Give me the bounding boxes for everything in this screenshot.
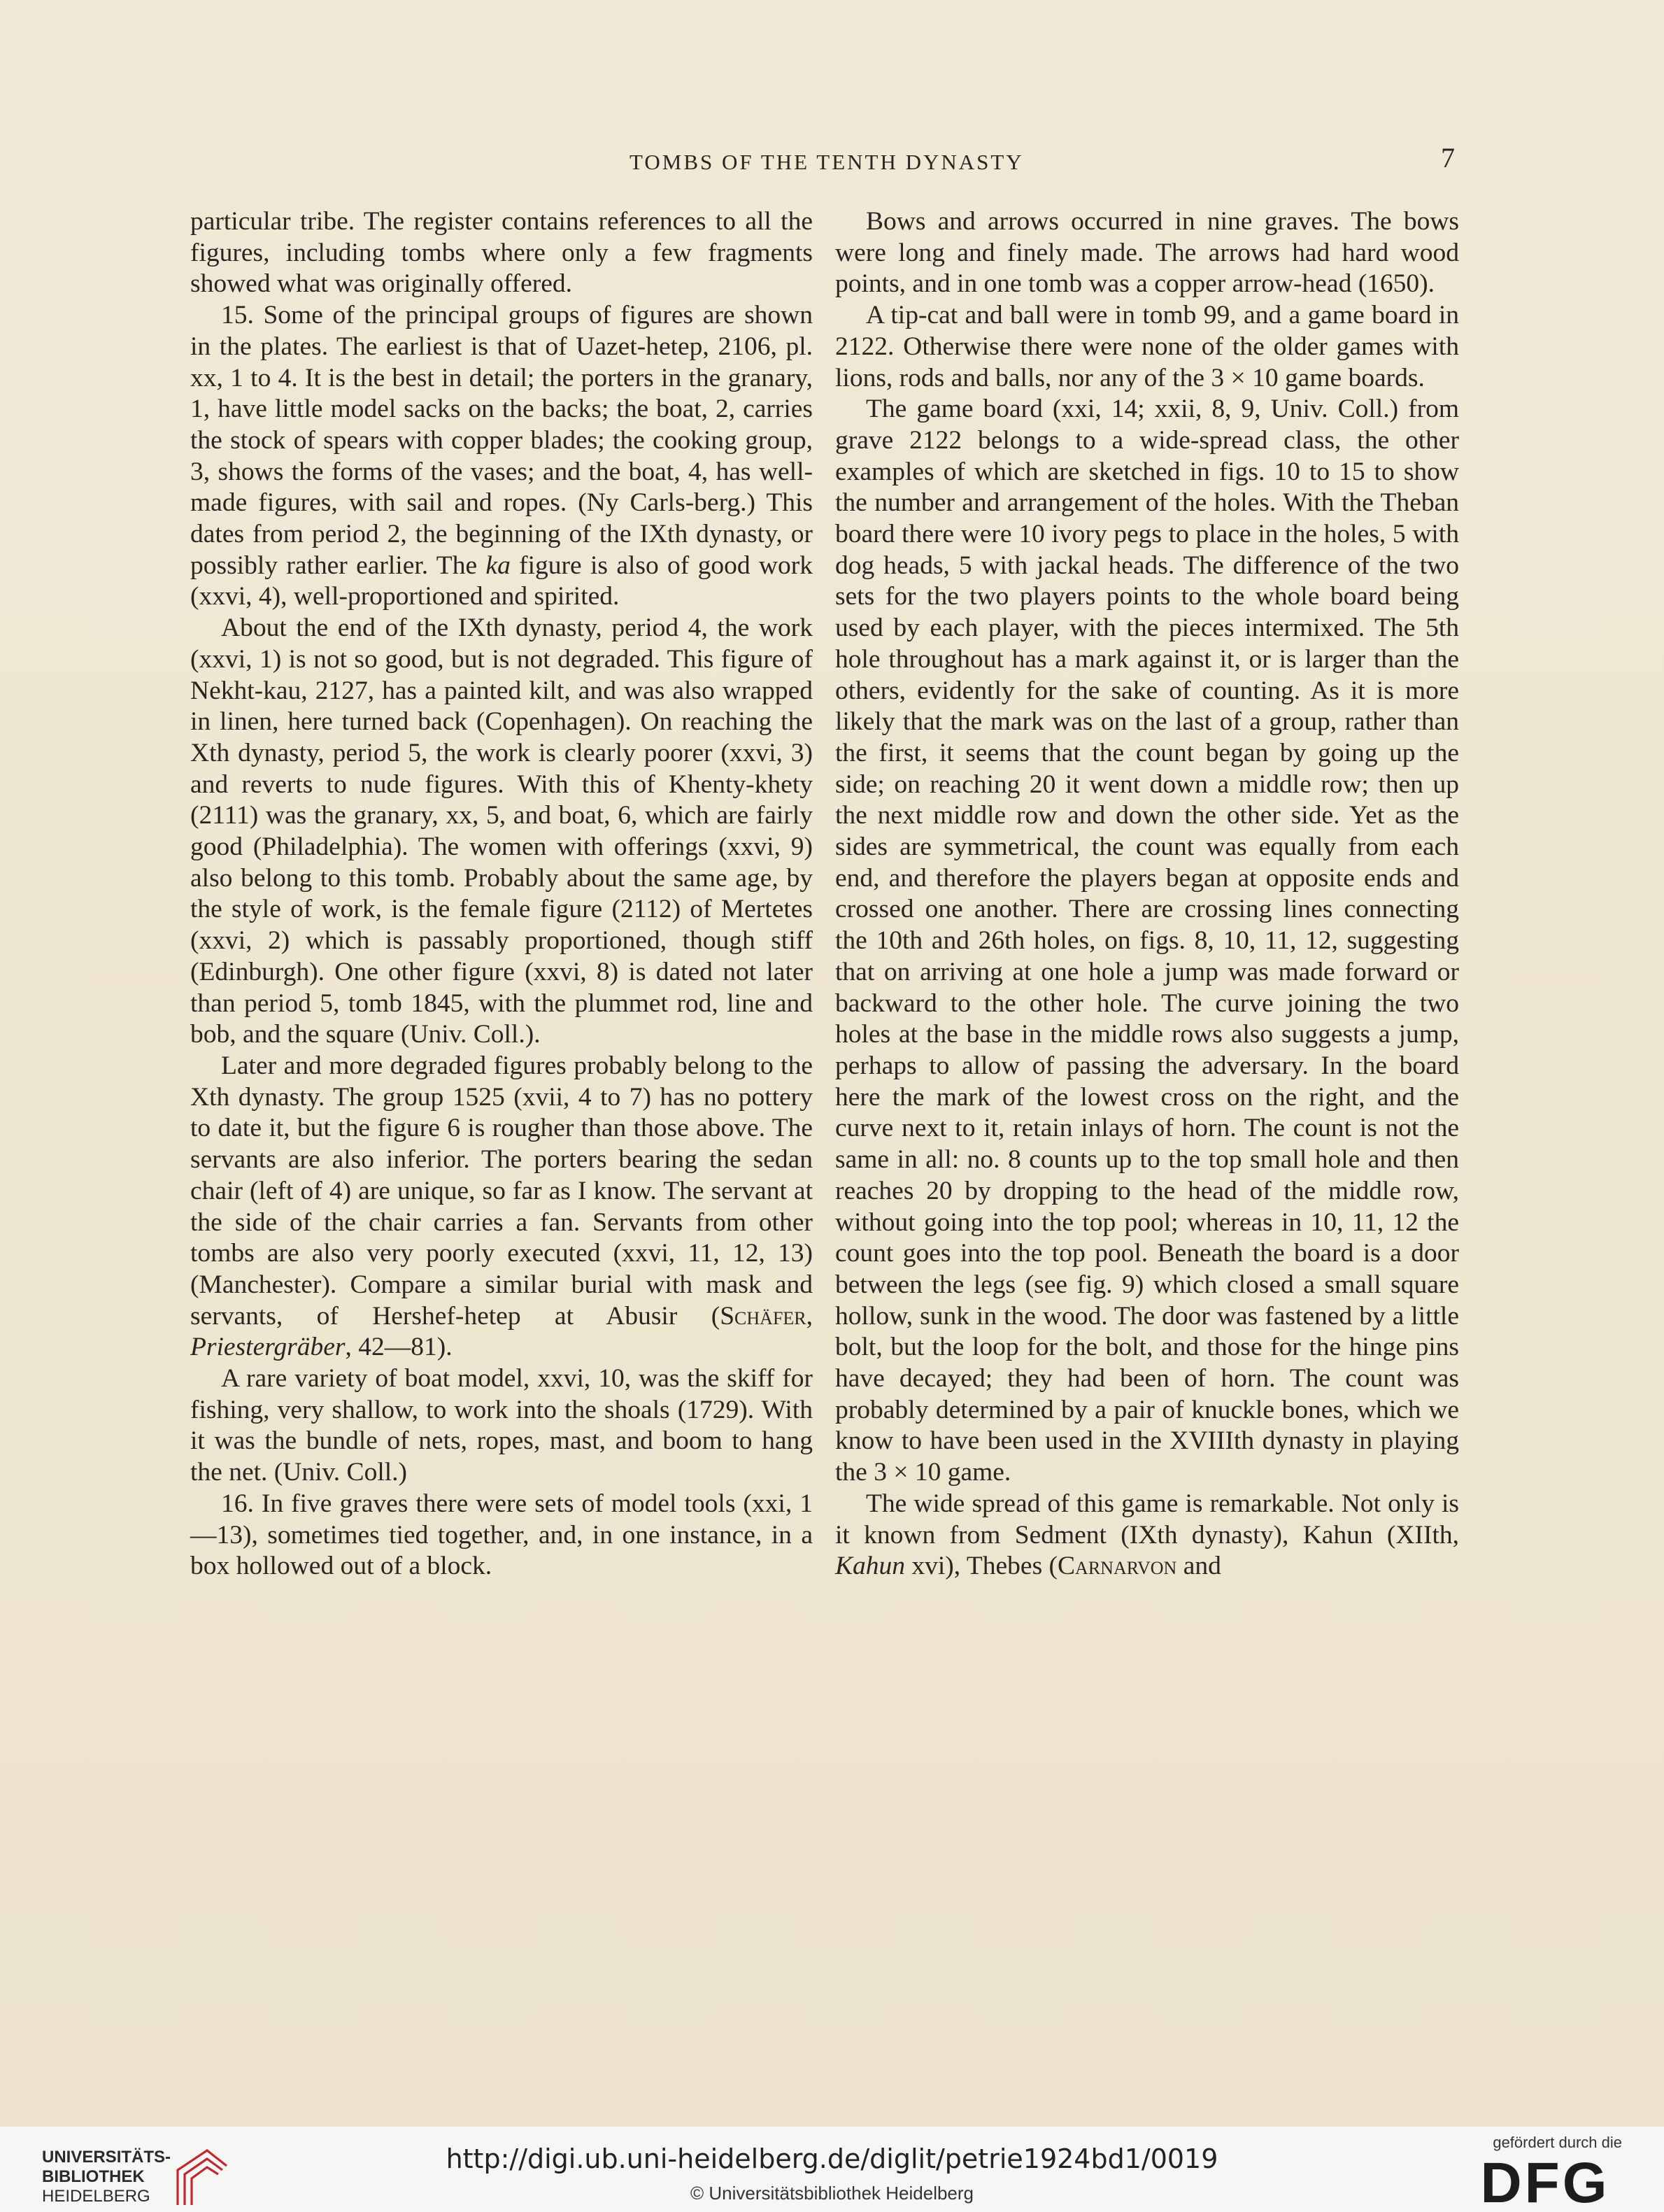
left-column-paragraph (190, 1489, 813, 1582)
text-run: Bows and arrows occurred in nine graves. The bows were long and finely made. The arrows had hard wood points, and in one tomb was a copper arrow-head (1650). (835, 207, 1459, 299)
funding-label: gefördert durch die (1493, 2134, 1622, 2151)
text-run: A rare variety of boat model, xxvi, 10, was the skiff for fishing, very shallow, to work into the shoals (1729). With it was the bundle of nets, ropes, mast, and boom to hang the net. (Univ. Coll.) (190, 1364, 813, 1487)
text-run: The wide spread of this game is remarkable. Not only is it known from Sedment (IXth dynasty), Kahun (XIIth, (835, 1489, 1459, 1550)
text-run: About the end of the IXth dynasty, period 4, the work (xxvi, 1) is not so good, but is not degraded. This figure of Nekht-kau, 2127, has a painted kilt, and was also wrapped in linen, here turned back (Copenhagen). On reaching the Xth dynasty, period 5, the work is clearly poorer (xxvi, 3) and reverts to nude figures. With this of Khenty-khety (2111) was the granary, xx, 5, and boat, 6, which are fairly good (Philadelphia). The women with offerings (xxvi, 9) also belong to this tomb. Probably about the same age, by the style of work, is the female figure (2112) of Mertetes (xxvi, 2) which is passably proportioned, though stiff (Edinburgh). One other figure (xxvi, 8) is dated not later than period 5, tomb 1845, with the plummet rod, line and bob, and the square (Univ. Coll.). (190, 614, 813, 1049)
library-name: UNIVERSITÄTS- BIBLIOTHEK HEIDELBERG (42, 2148, 171, 2206)
text-run: Later and more degraded figures probably belong to the Xth dynasty. The group 1525 (xvii, 4 to 7) has no pottery to date it, but the figure 6 is rougher than those above. The servants are also inferior. The porters bearing the sedan chair (left of 4) are unique, so far as I know. The servant at the side of the chair carries a fan. Servants from other tombs are also very poorly executed (xxvi, 11, 12, 13) (Manchester). Compare a similar burial with mask and servants, of Hershef-hetep at Abusir ( (190, 1051, 813, 1331)
text-run: Priestergräber (190, 1333, 346, 1362)
left-column-paragraph (190, 613, 813, 1051)
page-number: 7 (1441, 142, 1455, 173)
dfg-logo[interactable] (1461, 2153, 1629, 2209)
text-run: 15. Some of the principal groups of figures are shown in the plates. The earliest is that of Uazet-hetep, 2106, pl. xx, 1 to 4. It is the best in detail; the porters in the granary, 1, have little model sacks on the backs; the boat, 2, carries the stock of spears with copper blades; the cooking group, 3, shows the forms of the vases; and the boat, 4, has well-made figures, with sail and ropes. (Ny Carls-berg.) This dates from period 2, the beginning of the IXth dynasty, or possibly rather earlier. The (190, 301, 813, 580)
running-title: TOMBS OF THE TENTH DYNASTY (630, 150, 1024, 174)
right-column (835, 206, 1459, 1582)
right-column-paragraph (835, 206, 1459, 300)
left-column (190, 206, 813, 1582)
left-column-paragraph (190, 1363, 813, 1489)
text-run: figure is also of good work (xxvi, 4), well-proportioned and spirited. (190, 551, 813, 611)
text-run: A tip-cat and ball were in tomb 99, and a game board in 2122. Otherwise there were none of the older games with lions, rods and balls, nor any of the 3 × 10 game boards. (835, 301, 1459, 392)
right-column-paragraph (835, 300, 1459, 394)
right-column-paragraph (835, 1489, 1459, 1582)
text-run: 16. In five graves there were sets of model tools (xxi, 1—13), sometimes tied together, and, in one instance, in a box hollowed out of a block. (190, 1489, 813, 1581)
left-column-paragraph (190, 1051, 813, 1363)
copyright-notice: © Universitätsbibliothek Heidelberg (690, 2183, 974, 2204)
permalink-url[interactable]: http://digi.ub.uni-heidelberg.de/diglit/petrie1924bd1/0019 (446, 2143, 1218, 2174)
text-run: Carnarvon (1058, 1552, 1177, 1581)
text-run: and (1176, 1552, 1221, 1581)
right-column-paragraph (835, 394, 1459, 1489)
text-run: xvi), Thebes ( (905, 1552, 1058, 1581)
text-run: , 42—81). (345, 1333, 453, 1362)
left-column-paragraph (190, 300, 813, 613)
text-run: The game board (xxi, 14; xxii, 8, 9, Univ. Coll.) from grave 2122 belongs to a wide-spread class, the other examples of which are sketched in figs. 10 to 15 to show the number and arrangement of the holes. With the Theban board there were 10 ivory pegs to place in the holes, 5 with dog heads, 5 with jackal heads. The difference of the two sets for the two players points to the whole board being used by each player, with the pieces intermixed. The 5th hole throughout has a mark against it, or is larger than the others, evidently for the sake of counting. As it is more likely that the mark was on the last of a group, rather than the first, it seems that the count began by going up the side; on reaching 20 it went down a middle row; then up the next middle row and down the other side. Yet as the sides are symmetrical, the count was equally from each end, and therefore the players began at opposite ends and crossed one another. There are crossing lines connecting the 10th and 26th holes, on figs. 8, 10, 11, 12, suggesting that on arriving at one hole a jump was made forward or backward to the other hole. The curve joining the two holes at the base in the middle rows also suggests a jump, perhaps to allow of passing the adversary. In the board here the mark of the lowest cross on the right, and the curve next to it, retain inlays of horn. The count is not the same in all: no. 8 counts up to the top small hole and then reaches 20 by dropping to the head of the middle row, without going into the top pool; whereas in 10, 11, 12 the count goes into the top pool. Beneath the board is a door between the legs (see fig. 9) which closed a small square hollow, sunk in the wood. The door was fastened by a little bolt, but the loop for the bolt, and those for the hinge pins have decayed; they had been of horn. The count was probably determined by a pair of knuckle bones, which we know to have been used in the XVIIIth dynasty in playing the 3 × 10 game. (835, 395, 1459, 1487)
svg-text:DFG: DFG (1480, 2153, 1610, 2209)
running-head (182, 142, 1483, 192)
viewer-footer (0, 2127, 1664, 2212)
text-run: Kahun (835, 1552, 906, 1581)
text-run: , (806, 1301, 813, 1331)
text-run: ka (485, 551, 511, 580)
left-column-paragraph (190, 206, 813, 300)
text-run: particular tribe. The register contains references to all the figures, including tombs where only a few fragments showed what was originally offered. (190, 207, 813, 299)
text-run: Schäfer (720, 1301, 806, 1331)
